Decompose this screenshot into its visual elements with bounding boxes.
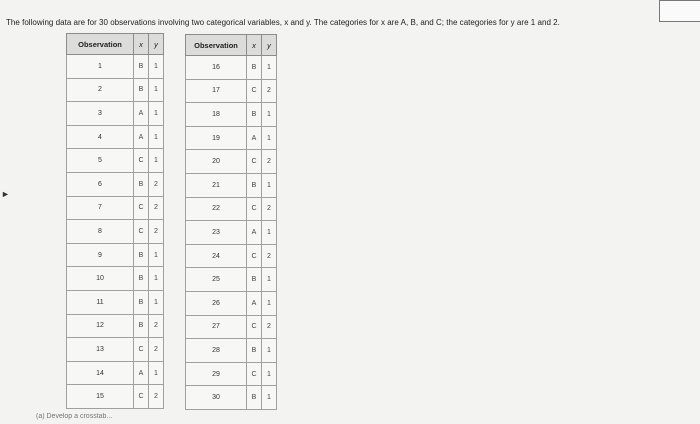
y-cell: 2: [149, 220, 164, 244]
table-row: [186, 291, 277, 315]
header-x: x: [134, 34, 149, 55]
y-cell: 2: [262, 244, 277, 268]
table-row: [186, 221, 277, 245]
table-row: [186, 103, 277, 127]
table-row: [186, 315, 277, 339]
table-body-right: [186, 56, 277, 410]
y-cell: 2: [149, 196, 164, 220]
table-row: [67, 55, 164, 79]
table-header-row: [67, 34, 164, 55]
y-cell: 1: [262, 173, 277, 197]
header-y: y: [149, 34, 164, 55]
y-cell: 1: [262, 103, 277, 127]
observation-cell: 15: [67, 385, 134, 409]
observations-table-1-15: [66, 33, 164, 409]
y-cell: 1: [149, 290, 164, 314]
x-cell: C: [247, 197, 262, 221]
observation-cell: 19: [186, 126, 247, 150]
y-cell: 1: [262, 268, 277, 292]
y-cell: 2: [262, 79, 277, 103]
table-body-left: [67, 55, 164, 409]
y-cell: 1: [149, 243, 164, 267]
x-cell: B: [134, 172, 149, 196]
table-row: [67, 267, 164, 291]
table-row: [67, 290, 164, 314]
x-cell: A: [134, 102, 149, 126]
observation-cell: 8: [67, 220, 134, 244]
x-cell: C: [247, 244, 262, 268]
observation-cell: 23: [186, 221, 247, 245]
y-cell: 1: [262, 386, 277, 410]
observation-cell: 13: [67, 338, 134, 362]
observation-cell: 27: [186, 315, 247, 339]
x-cell: B: [247, 103, 262, 127]
observation-cell: 28: [186, 339, 247, 363]
table-row: [67, 172, 164, 196]
observation-cell: 26: [186, 291, 247, 315]
header-y: y: [262, 35, 277, 56]
observation-cell: 29: [186, 362, 247, 386]
header-x: x: [247, 35, 262, 56]
observation-cell: 18: [186, 103, 247, 127]
y-cell: 1: [262, 221, 277, 245]
observation-cell: 25: [186, 268, 247, 292]
x-cell: B: [134, 78, 149, 102]
y-cell: 1: [149, 78, 164, 102]
x-cell: B: [247, 56, 262, 80]
observation-cell: 14: [67, 361, 134, 385]
x-cell: C: [134, 220, 149, 244]
x-cell: B: [134, 55, 149, 79]
table-row: [186, 362, 277, 386]
table-row: [186, 268, 277, 292]
observation-cell: 24: [186, 244, 247, 268]
y-cell: 1: [149, 102, 164, 126]
observation-cell: 4: [67, 125, 134, 149]
header-observation: Observation: [67, 34, 134, 55]
x-cell: B: [134, 290, 149, 314]
y-cell: 1: [149, 149, 164, 173]
table-row: [67, 125, 164, 149]
y-cell: 2: [149, 338, 164, 362]
y-cell: 1: [262, 126, 277, 150]
observation-cell: 22: [186, 197, 247, 221]
problem-statement: The following data are for 30 observations involving two categorical variables, x and y. The categories for x are A, B, and C; the categories for y are 1 and 2.: [6, 18, 560, 27]
table-row: [186, 150, 277, 174]
observation-cell: 7: [67, 196, 134, 220]
table-row: [186, 126, 277, 150]
observation-cell: 1: [67, 55, 134, 79]
observation-cell: 5: [67, 149, 134, 173]
observation-cell: 6: [67, 172, 134, 196]
x-cell: B: [247, 268, 262, 292]
x-cell: C: [134, 338, 149, 362]
x-cell: C: [247, 150, 262, 174]
table-row: [67, 196, 164, 220]
observation-cell: 3: [67, 102, 134, 126]
cursor-arrow-icon: ►: [1, 189, 10, 199]
observation-cell: 9: [67, 243, 134, 267]
observation-cell: 11: [67, 290, 134, 314]
y-cell: 2: [262, 315, 277, 339]
x-cell: C: [247, 315, 262, 339]
header-observation: Observation: [186, 35, 247, 56]
table-row: [186, 386, 277, 410]
x-cell: B: [247, 339, 262, 363]
table-row: [67, 102, 164, 126]
table-row: [67, 78, 164, 102]
observation-cell: 20: [186, 150, 247, 174]
observation-cell: 12: [67, 314, 134, 338]
table-row: [186, 79, 277, 103]
y-cell: 2: [262, 197, 277, 221]
table-row: [67, 243, 164, 267]
table-row: [186, 56, 277, 80]
x-cell: A: [134, 361, 149, 385]
y-cell: 2: [262, 150, 277, 174]
y-cell: 1: [262, 56, 277, 80]
table-row: [67, 314, 164, 338]
x-cell: B: [134, 314, 149, 338]
table-row: [67, 220, 164, 244]
x-cell: A: [247, 291, 262, 315]
y-cell: 1: [149, 125, 164, 149]
answer-box[interactable]: [659, 0, 700, 22]
table-row: [186, 244, 277, 268]
x-cell: A: [134, 125, 149, 149]
y-cell: 1: [149, 361, 164, 385]
table-row: [67, 149, 164, 173]
x-cell: A: [247, 221, 262, 245]
observation-cell: 10: [67, 267, 134, 291]
x-cell: A: [247, 126, 262, 150]
x-cell: C: [247, 362, 262, 386]
x-cell: B: [247, 173, 262, 197]
x-cell: C: [247, 79, 262, 103]
y-cell: 1: [149, 55, 164, 79]
x-cell: C: [134, 385, 149, 409]
y-cell: 1: [149, 267, 164, 291]
observation-cell: 21: [186, 173, 247, 197]
observations-table-16-30: [185, 34, 277, 410]
x-cell: B: [247, 386, 262, 410]
y-cell: 2: [149, 385, 164, 409]
observation-cell: 16: [186, 56, 247, 80]
table-row: [186, 197, 277, 221]
observation-cell: 2: [67, 78, 134, 102]
table-row: [67, 338, 164, 362]
question-part-a: (a) Develop a crosstab...: [36, 413, 113, 420]
y-cell: 1: [262, 291, 277, 315]
table-row: [186, 173, 277, 197]
y-cell: 1: [262, 339, 277, 363]
x-cell: C: [134, 196, 149, 220]
table-row: [67, 361, 164, 385]
y-cell: 2: [149, 172, 164, 196]
table-header-row: [186, 35, 277, 56]
x-cell: C: [134, 149, 149, 173]
x-cell: B: [134, 243, 149, 267]
y-cell: 1: [262, 362, 277, 386]
table-row: [186, 339, 277, 363]
x-cell: B: [134, 267, 149, 291]
y-cell: 2: [149, 314, 164, 338]
observation-cell: 30: [186, 386, 247, 410]
table-row: [67, 385, 164, 409]
observation-cell: 17: [186, 79, 247, 103]
